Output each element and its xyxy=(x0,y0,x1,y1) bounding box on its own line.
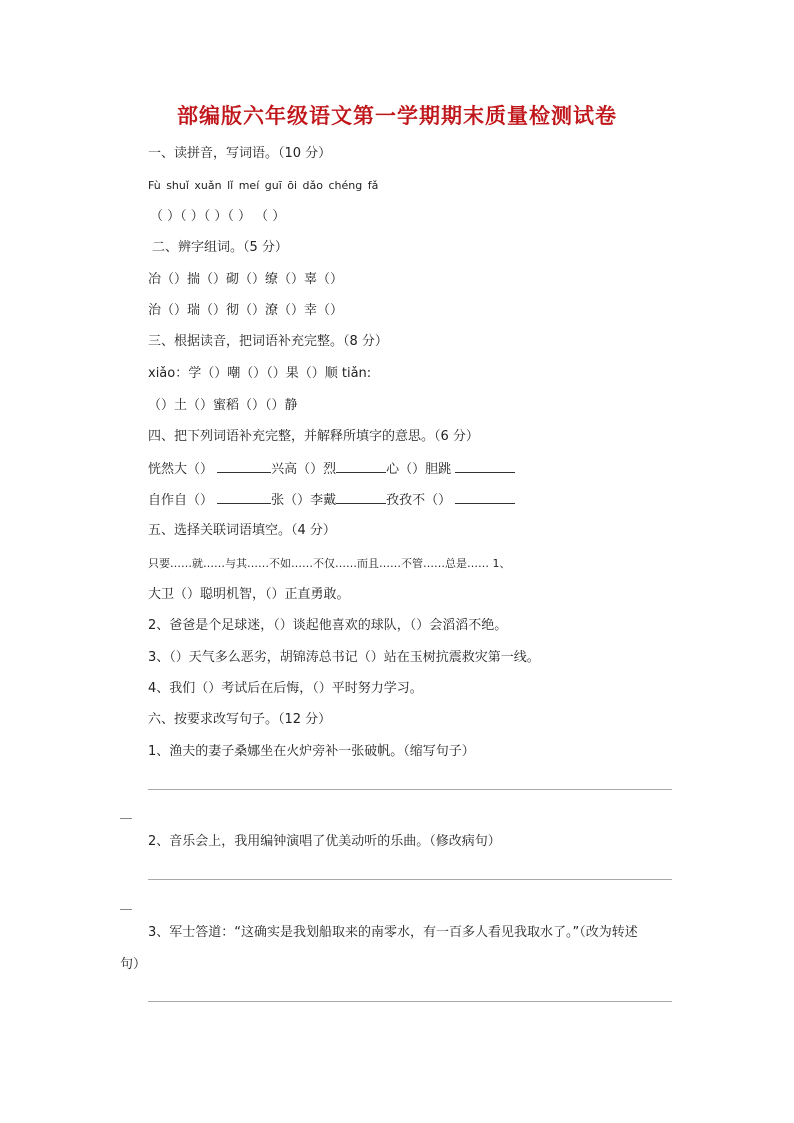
section-5-heading: 五、选择关联词语填空。（4 分） xyxy=(148,523,336,538)
divider-mark xyxy=(120,909,132,910)
answer-blank[interactable] xyxy=(455,461,515,473)
idiom-row-2 xyxy=(148,492,515,509)
question-5-2: 2、爸爸是个足球迷，（）谈起他喜欢的球队，（）会滔滔不绝。 xyxy=(148,618,508,633)
answer-brackets: （ ）（ ）（ ）（ ） （ ） xyxy=(150,209,286,224)
question-6-2: 2、音乐会上，我用编钟演唱了优美动听的乐曲。（修改病句） xyxy=(148,834,501,849)
question-6-1: 1、渔夫的妻子桑娜坐在火炉旁补一张破帆。（缩写句子） xyxy=(148,744,475,759)
question-5-1: 大卫（）聪明机智，（）正直勇敢。 xyxy=(148,587,350,602)
idiom-row-1 xyxy=(148,461,515,478)
section-6-heading: 六、按要求改写句子。（12 分） xyxy=(148,712,332,727)
idiom-5: 张（）李戴 xyxy=(271,493,337,508)
question-5-3: 3、（）天气多么恶劣，胡锦涛总书记（）站在玉树抗震救灾第一线。 xyxy=(148,650,540,665)
answer-line[interactable] xyxy=(148,789,672,790)
question-6-3: 3、军士答道：“这确实是我划船取来的南零水，有一百多人看见我取水了。”（改为转述 xyxy=(148,925,638,940)
section-2-heading: 二、辨字组词。（5 分） xyxy=(152,240,288,255)
idiom-3: 心（）胆跳 xyxy=(386,462,452,477)
idiom-4: 自作自（） xyxy=(148,493,214,508)
answer-line[interactable] xyxy=(148,879,672,880)
question-5-4: 4、我们（）考试后在后悔，（）平时努力学习。 xyxy=(148,681,423,696)
page-title: 部编版六年级语文第一学期期末质量检测试卷 xyxy=(177,103,617,128)
answer-blank[interactable] xyxy=(336,461,386,473)
idiom-1: 恍然大（） xyxy=(148,462,214,477)
answer-blank[interactable] xyxy=(217,492,271,504)
idiom-2: 兴高（）烈 xyxy=(271,462,337,477)
answer-blank[interactable] xyxy=(336,492,386,504)
pinyin-row: Fù shuǐ xuǎn lǐ meí guī ōi dǎo chéng fǎ xyxy=(148,179,379,192)
section-1-heading: 一、读拼音，写词语。（10 分） xyxy=(148,146,332,161)
section-4-heading: 四、把下列词语补充完整，并解释所填字的意思。（6 分） xyxy=(148,429,479,444)
conjunction-options: 只要……就……与其……不如……不仅……而且……不管……总是…… 1、 xyxy=(148,557,511,570)
reading-row-1: xiǎo：学（）嘲（）（）果（）顺 tiǎn: xyxy=(148,366,372,381)
section-3-heading: 三、根据读音，把词语补充完整。（8 分） xyxy=(148,334,388,349)
idiom-6: 孜孜不（） xyxy=(386,493,452,508)
char-row-2: 治（）瑞（）彻（）潦（）幸（） xyxy=(148,303,344,318)
question-6-3-cont: 句） xyxy=(120,957,147,972)
divider-mark xyxy=(120,818,132,819)
reading-row-2: （）土（）蜜稻（）（）静 xyxy=(148,398,298,413)
answer-blank[interactable] xyxy=(455,492,515,504)
answer-line[interactable] xyxy=(148,1001,672,1002)
answer-blank[interactable] xyxy=(217,461,271,473)
char-row-1: 冶（）揣（）砌（）缭（）辜（） xyxy=(148,272,344,287)
